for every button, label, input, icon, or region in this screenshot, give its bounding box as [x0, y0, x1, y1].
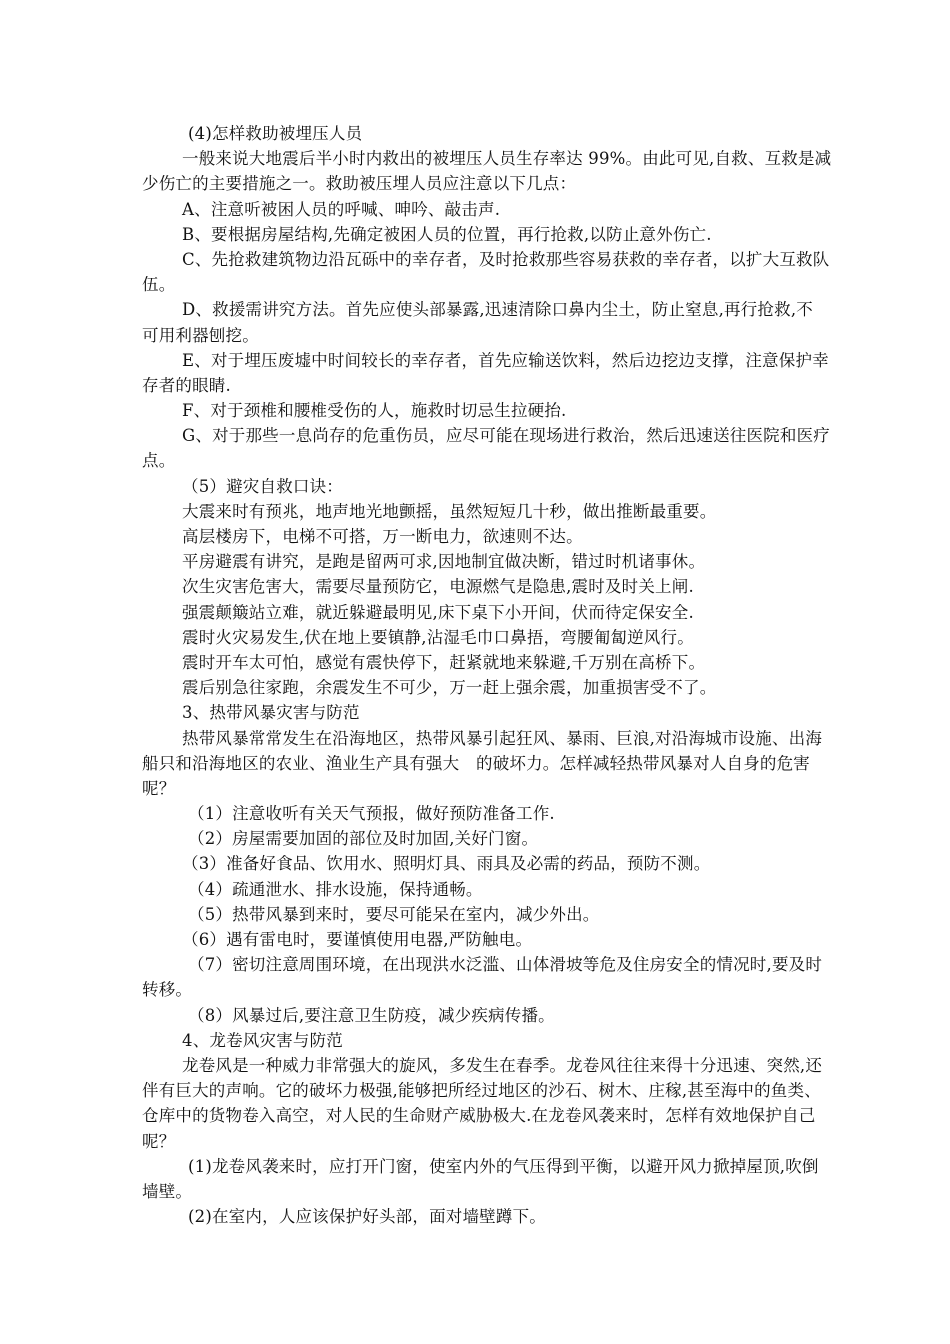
- text-line: （3）准备好食品、饮用水、照明灯具、雨具及必需的药品，预防不测。: [182, 854, 711, 874]
- text-line: （5）避灾自救口诀：: [182, 476, 343, 496]
- text-line: 3、热带风暴灾害与防范: [182, 703, 360, 723]
- text-line: (4)怎样救助被埋压人员: [188, 124, 363, 143]
- text-line: 一般来说大地震后半小时内救出的被埋压人员生存率达 99%。由此可见,自救、互救是减: [182, 149, 832, 169]
- text-line: (2)在室内，人应该保护好头部，面对墙壁蹲下。: [188, 1207, 546, 1227]
- text-line: 震后别急往家跑，余震发生不可少，万一赶上强余震，加重损害受不了。: [182, 678, 717, 698]
- text-line: G、对于那些一息尚存的危重伤员，应尽可能在现场进行救治，然后迅速送往医院和医疗: [182, 426, 830, 446]
- text-line: 仓库中的货物卷入高空，对人民的生命财产威胁极大.在龙卷风袭来时，怎样有效地保护自己: [142, 1106, 816, 1126]
- text-line: （1）注意收听有关天气预报，做好预防准备工作.: [188, 804, 555, 824]
- text-line: （2）房屋需要加固的部位及时加固,关好门窗。: [188, 829, 539, 849]
- text-line: 呢？: [142, 778, 176, 798]
- text-line: 强震颠簸站立难，就近躲避最明见,床下桌下小开间，伏而待定保安全.: [182, 602, 694, 622]
- text-line: （6）遇有雷电时，要谨慎使用电器,严防触电。: [182, 930, 533, 949]
- text-line: （4）疏通泄水、排水设施，保持通畅。: [188, 879, 483, 899]
- text-line: 龙卷风是一种威力非常强大的旋风，多发生在春季。龙卷风往往来得十分迅速、突然,还: [182, 1055, 823, 1075]
- text-line: 大震来时有预兆，地声地光地颤摇，虽然短短几十秒，做出推断最重要。: [182, 501, 717, 521]
- text-line: 伍。: [142, 275, 176, 295]
- text-line: 高层楼房下，电梯不可搭，万一断电力，欲速则不达。: [182, 527, 583, 546]
- text-line: 墙壁。: [142, 1181, 193, 1201]
- text-line: （7）密切注意周围环境，在出现洪水泛滥、山体滑坡等危及住房安全的情况时,要及时: [188, 955, 823, 975]
- text-line: 震时开车太可怕，感觉有震快停下，赶紧就地来躲避,千万别在高桥下。: [182, 652, 706, 672]
- text-line: 热带风暴常常发生在沿海地区，热带风暴引起狂风、暴雨、巨浪,对沿海城市设施、出海: [182, 728, 823, 748]
- text-line: 4、龙卷风灾害与防范: [182, 1030, 343, 1050]
- text-line: 可用利器刨挖。: [142, 325, 259, 345]
- text-line: 次生灾害危害大，需要尽量预防它，电源燃气是隐患,震时及时关上闸.: [182, 577, 694, 597]
- text-line: B、要根据房屋结构,先确定被困人员的位置，再行抢救,以防止意外伤亡.: [182, 224, 712, 244]
- text-line: 呢？: [142, 1131, 176, 1151]
- text-line: 平房避震有讲究，是跑是留两可求,因地制宜做决断，错过时机诸事休。: [182, 552, 706, 572]
- text-line: 少伤亡的主要措施之一。救助被压埋人员应注意以下几点：: [142, 174, 577, 194]
- text-line: 存者的眼睛.: [142, 375, 231, 395]
- text-line: 震时火灾易发生,伏在地上要镇静,沾湿毛巾口鼻捂，弯腰匍匐逆风行。: [182, 627, 694, 647]
- text-line: （8）风暴过后,要注意卫生防疫，减少疾病传播。: [188, 1005, 555, 1025]
- text-line: C、先抢救建筑物边沿瓦砾中的幸存者，及时抢救那些容易获救的幸存者，以扩大互救队: [182, 249, 830, 269]
- document-body: [142, 121, 920, 1229]
- text-line: F、对于颈椎和腰椎受伤的人，施救时切忌生拉硬抬.: [182, 401, 567, 421]
- text-line: A、注意听被困人员的呼喊、呻吟、敲击声.: [182, 199, 501, 219]
- text-line: 船只和沿海地区的农业、渔业生产具有强大 的破坏力。怎样减轻热带风暴对人自身的危害: [142, 753, 810, 773]
- text-line: (1)龙卷风袭来时，应打开门窗，使室内外的气压得到平衡，以避开风力掀掉屋顶,吹倒: [188, 1156, 819, 1176]
- text-line: D、救援需讲究方法。首先应使头部暴露,迅速清除口鼻内尘土，防止窒息,再行抢救,不: [182, 300, 813, 320]
- text-line: E、对于埋压废墟中时间较长的幸存者，首先应输送饮料，然后边挖边支撑，注意保护幸: [182, 350, 829, 370]
- text-line: 转移。: [142, 980, 193, 1000]
- text-line: （5）热带风暴到来时，要尽可能呆在室内，减少外出。: [188, 904, 600, 924]
- text-line: 点。: [142, 451, 176, 471]
- text-line: 伴有巨大的声响。它的破坏力极强,能够把所经过地区的沙石、树木、庄稼,甚至海中的鱼类、: [142, 1081, 821, 1101]
